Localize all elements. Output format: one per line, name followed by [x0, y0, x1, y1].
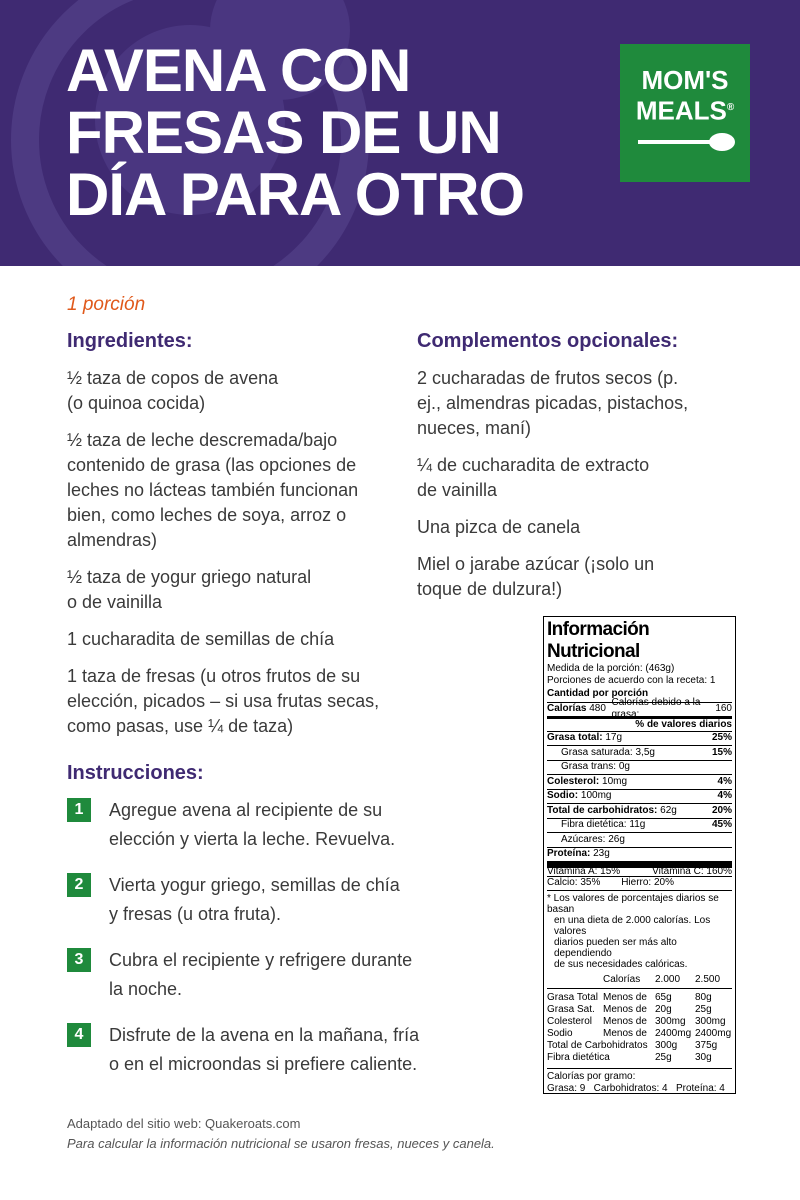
optional-line: 2 cucharadas de frutos secos (p. — [417, 368, 679, 388]
nutrient-value: 23g — [593, 848, 610, 860]
ref-cell: 80g — [695, 992, 712, 1003]
step-line: y fresas (u otra fruta). — [109, 904, 282, 924]
nutrient-label: Sodio: — [547, 790, 579, 802]
nutrient-dv: 45% — [711, 819, 732, 831]
step-line: la noche. — [109, 979, 183, 999]
ref-row — [547, 1028, 732, 1040]
nutrient-dv: 15% — [711, 746, 732, 758]
calories-per-gram — [547, 1068, 732, 1095]
ingredients-list — [67, 366, 397, 751]
nutrient-value: 17g — [605, 732, 623, 744]
ingredient-line: o de vainilla — [67, 592, 163, 612]
spoon-icon — [636, 130, 736, 154]
footnote-line: * Los valores de porcentajes diarios se basan — [547, 893, 719, 915]
nutrient-value: 0g — [618, 761, 630, 773]
nutrient-label: Colesterol: — [547, 775, 600, 787]
ref-cell: Fibra dietética — [547, 1052, 610, 1063]
ref-row — [547, 992, 732, 1004]
step-line: Agregue avena al recipiente de su — [109, 800, 383, 820]
step-line: Cubra el recipiente y refrigere durante — [109, 950, 413, 970]
optional-line: toque de dulzura!) — [417, 579, 563, 599]
ref-cell: 2.000 — [655, 974, 681, 985]
optional-line: de vainilla — [417, 480, 498, 500]
optional-line: Miel o jarabe azúcar (¡solo un — [417, 554, 655, 574]
step-line: Vierta yogur griego, semillas de chía — [109, 875, 400, 895]
step-number-badge: 2 — [67, 873, 91, 897]
ingredient-line: bien, como leches de soya, arroz o — [67, 505, 347, 525]
optional-line: ¼ de cucharadita de extracto — [417, 455, 650, 475]
daily-value-label: % de valores diarios — [635, 718, 732, 730]
title-line-1: AVENA CON — [66, 37, 411, 104]
ingredient-line: 1 taza de fresas (u otros frutos de su — [67, 666, 361, 686]
calcium: Calcio: 35% — [547, 877, 601, 889]
nutrient-row-sugars — [547, 832, 732, 847]
ref-cell: Sodio — [547, 1028, 573, 1039]
instructions-heading: Instrucciones: — [67, 762, 204, 784]
ingredient-item — [67, 428, 397, 553]
nutrient-label: Grasa total: — [547, 732, 603, 744]
optional-item — [417, 453, 737, 503]
nutrition-note: Para calcular la información nutricional se usaron fresas, nueces y canela. — [67, 1136, 495, 1151]
ingredient-line: 1 cucharadita de semillas de chía — [67, 629, 335, 649]
ref-cell: Menos de — [603, 992, 647, 1003]
optional-list — [417, 366, 737, 614]
ref-row — [547, 1052, 732, 1064]
reference-table — [547, 988, 732, 1064]
iron: Hierro: 20% — [621, 877, 674, 889]
ref-cell: Calorías — [603, 974, 641, 985]
ingredient-item — [67, 565, 397, 615]
registered-mark: ® — [726, 102, 735, 113]
ref-cell: Grasa Sat. — [547, 1004, 595, 1015]
ref-cell: 2400mg — [655, 1028, 692, 1039]
ref-cell: 300mg — [655, 1016, 686, 1027]
optional-line: Una pizca de canela — [417, 517, 581, 537]
ref-cell: 30g — [695, 1052, 712, 1063]
nutrient-label: Fibra dietética: — [561, 819, 627, 831]
ref-cell: Total de Carbohidratos — [547, 1040, 648, 1051]
amount-per-label: Cantidad por porción — [547, 688, 649, 700]
ref-cell: 25g — [655, 1052, 672, 1063]
daily-value-header — [547, 716, 732, 731]
optional-heading: Complementos opcionales: — [417, 330, 679, 352]
ingredient-line: ½ taza de copos de avena — [67, 368, 279, 388]
footnote-line: en una dieta de 2.000 calorías. Los valores — [554, 915, 711, 937]
ref-cell — [547, 974, 603, 986]
optional-item — [417, 366, 737, 441]
reference-header — [547, 974, 732, 986]
ref-cell: Menos de — [603, 1016, 647, 1027]
nutrient-label: Grasa saturada: — [561, 746, 633, 758]
step-line: o en el microondas si prefiere caliente. — [109, 1054, 418, 1074]
vitamin-row-1 — [547, 861, 732, 876]
ingredient-item — [67, 664, 397, 739]
nutrient-value: 26g — [608, 833, 625, 845]
nutrient-dv: 4% — [717, 790, 732, 802]
fat-calories-label: Calorías debido a la grasa: — [611, 697, 701, 721]
nutrient-label: Grasa trans: — [561, 761, 617, 773]
step-number-badge: 1 — [67, 798, 91, 822]
step-line: Disfrute de la avena en la mañana, fría — [109, 1025, 420, 1045]
per-gram-label: Calorías por gramo: — [547, 1071, 636, 1082]
step-number-badge: 3 — [67, 948, 91, 972]
nutrient-dv: 4% — [717, 775, 732, 787]
ingredient-item — [67, 627, 397, 652]
footnote-line: diarios pueden ser más alto dependiendo — [554, 937, 677, 959]
calories-row — [547, 697, 732, 721]
nutrient-row-carbohydrates — [547, 803, 732, 818]
ref-cell: 2.500 — [695, 974, 721, 985]
optional-line: nueces, maní) — [417, 418, 532, 438]
ref-cell: 375g — [695, 1040, 718, 1051]
nutrient-label: Azúcares: — [561, 833, 606, 845]
ingredient-line: ½ taza de leche descremada/bajo — [67, 430, 338, 450]
nutrient-dv: 25% — [711, 732, 732, 744]
header-banner — [0, 0, 800, 266]
ref-cell: 2400mg — [695, 1028, 732, 1039]
nutrient-row-sodium — [547, 789, 732, 804]
nutrient-row-trans-fat — [547, 760, 732, 775]
logo-line-2 — [620, 94, 750, 125]
step-line: elección y vierta la leche. Revuelva. — [109, 829, 396, 849]
nutrient-value: 62g — [660, 804, 677, 816]
instruction-step-4 — [67, 1021, 467, 1081]
ingredient-line: leches no lácteas también funcionan — [67, 480, 359, 500]
optional-item — [417, 515, 737, 540]
step-text — [109, 1021, 469, 1079]
serving-size: Medida de la porción: (463g) — [547, 663, 675, 674]
step-text — [109, 796, 469, 854]
logo-line-1: MOM'S — [641, 65, 729, 95]
nutrient-row-cholesterol — [547, 774, 732, 789]
footnote-line: de sus necesidades calóricas. — [554, 959, 688, 970]
nutrition-title: Información Nutricional — [547, 619, 650, 662]
fat-calories-value: 160 — [715, 703, 732, 715]
nutrient-row-total-fat — [547, 731, 732, 746]
nutrient-dv: 20% — [711, 804, 732, 816]
ref-row — [547, 1040, 732, 1052]
recipe-title — [66, 37, 586, 228]
ingredient-line: almendras) — [67, 530, 158, 550]
optional-line: ej., almendras picadas, pistachos, — [417, 393, 689, 413]
ref-cell: 25g — [695, 1004, 712, 1015]
vitamin-row-2 — [547, 876, 732, 891]
calories-label: Calorías — [547, 703, 587, 715]
step-text — [109, 871, 469, 929]
logo-line-2-text: MEALS — [635, 95, 727, 126]
nutrient-value: 11g — [629, 819, 646, 831]
daily-value-footnote — [547, 890, 732, 970]
ingredient-item — [67, 366, 397, 416]
ingredient-line: (o quinoa cocida) — [67, 393, 206, 413]
step-number-badge: 4 — [67, 1023, 91, 1047]
per-gram-values: Grasa: 9 Carbohidratos: 4 Proteína: 4 — [547, 1083, 725, 1094]
nutrient-row-saturated-fat — [547, 745, 732, 760]
vitamin-a: Vitamina A: 15% — [547, 865, 621, 877]
instruction-step-3 — [67, 946, 467, 1006]
calories-value: 480 — [589, 703, 606, 715]
ref-cell: Menos de — [603, 1004, 647, 1015]
nutrient-value: 100mg — [580, 790, 612, 802]
nutrient-label: Proteína: — [547, 848, 591, 860]
title-line-3: DÍA PARA OTRO — [66, 161, 525, 228]
ingredient-line: ½ taza de yogur griego natural — [67, 567, 312, 587]
ingredients-heading: Ingredientes: — [67, 330, 193, 352]
instruction-step-2 — [67, 871, 467, 931]
ingredient-line: elección, picados – si usa frutas secas, — [67, 691, 380, 711]
ref-cell: Menos de — [603, 1028, 647, 1039]
ref-cell: 20g — [655, 1004, 672, 1015]
ref-cell: 65g — [655, 992, 672, 1003]
ref-row — [547, 1004, 732, 1016]
instruction-step-1 — [67, 796, 467, 856]
ref-cell: 300mg — [695, 1016, 726, 1027]
moms-meals-logo — [620, 44, 750, 182]
ref-cell: Grasa Total — [547, 992, 598, 1003]
servings-per-recipe: Porciones de acuerdo con la receta: 1 — [547, 675, 716, 686]
ref-cell: 300g — [655, 1040, 678, 1051]
nutrient-row-fiber — [547, 818, 732, 833]
servings-label: 1 porción — [67, 294, 146, 315]
ref-cell: Colesterol — [547, 1016, 593, 1027]
nutrient-value: 3,5g — [635, 746, 655, 758]
step-text — [109, 946, 469, 1004]
nutrient-value: 10mg — [602, 775, 628, 787]
source-credit: Adaptado del sitio web: Quakeroats.com — [67, 1116, 301, 1131]
ref-row — [547, 1016, 732, 1028]
vitamin-c: Vitamina C: 160% — [652, 865, 732, 877]
nutrient-label: Total de carbohidratos: — [547, 804, 658, 816]
nutrition-facts-panel — [543, 616, 736, 1094]
optional-item — [417, 552, 737, 602]
title-line-2: FRESAS DE UN — [66, 99, 501, 166]
ingredient-line: contenido de grasa (las opciones de — [67, 455, 357, 475]
nutrient-row-protein — [547, 847, 732, 862]
ingredient-line: como pasas, use ¼ de taza) — [67, 716, 294, 736]
